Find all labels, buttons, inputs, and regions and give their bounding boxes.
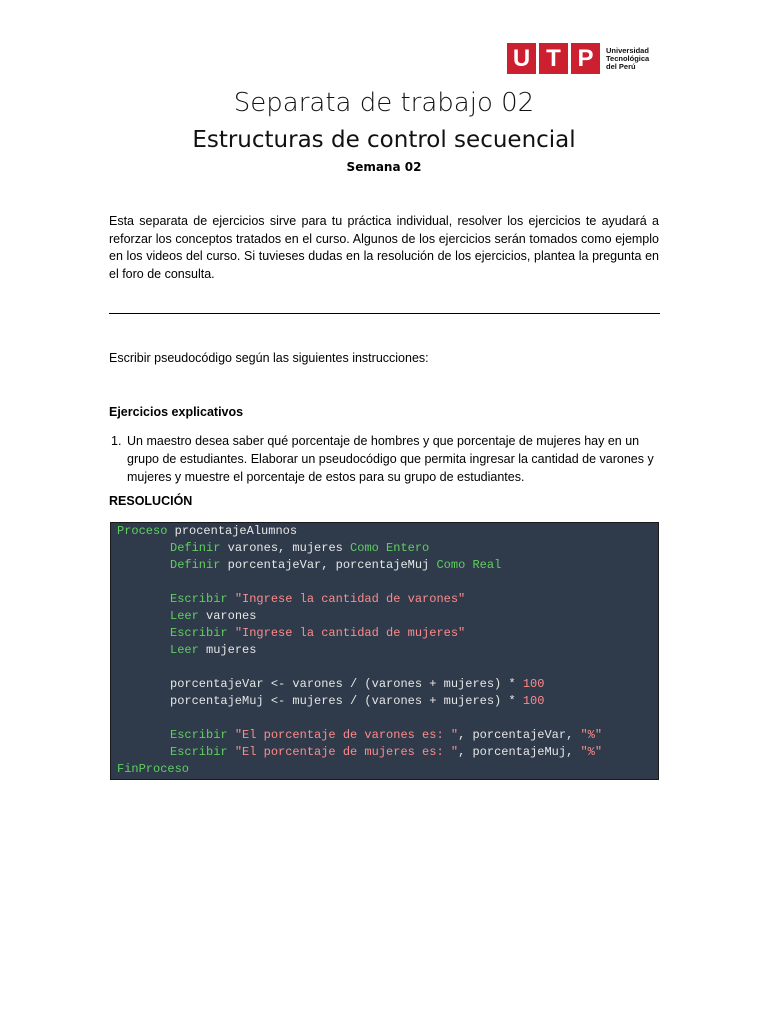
code-line-blank — [117, 710, 652, 727]
resolution-label: RESOLUCIÓN — [109, 494, 193, 508]
code-keyword: Definir — [170, 558, 221, 572]
code-text: varones — [198, 609, 257, 623]
code-line — [117, 727, 652, 744]
code-keyword: Definir — [170, 541, 221, 555]
code-line — [117, 676, 652, 693]
code-number: 100 — [522, 694, 545, 708]
code-text: varones, mujeres — [220, 541, 351, 555]
code-keyword: Escribir — [170, 626, 228, 640]
section-title: Ejercicios explicativos — [109, 405, 244, 419]
instruction-text: Escribir pseudocódigo según las siguientes instrucciones: — [109, 351, 429, 365]
code-line — [117, 642, 652, 659]
code-keyword: Leer — [170, 643, 199, 657]
exercise-number: 1. — [111, 434, 122, 448]
divider — [109, 313, 660, 314]
code-text: porcentajeMuj <- mujeres / (varones + mujeres) * — [170, 694, 523, 708]
document-subtitle: Estructuras de control secuencial — [192, 127, 576, 153]
logo-text-line: del Perú — [606, 61, 636, 71]
code-string: "Ingrese la cantidad de mujeres" — [234, 626, 466, 640]
code-keyword: FinProceso — [117, 762, 190, 776]
code-line-blank — [117, 659, 652, 676]
code-text: procentajeAlumnos — [167, 524, 298, 538]
code-line — [117, 591, 652, 608]
logo-university-name — [606, 47, 649, 71]
code-keyword: Leer — [170, 609, 199, 623]
code-number: 100 — [522, 677, 545, 691]
code-line — [117, 523, 652, 540]
exercise-item — [109, 432, 659, 486]
code-line — [117, 744, 652, 761]
code-line — [117, 540, 652, 557]
logo-text-line: Tecnológica — [606, 53, 650, 63]
code-text: porcentajeVar, porcentajeMuj — [220, 558, 437, 572]
code-text: , porcentajeMuj, — [458, 745, 581, 759]
code-text: mujeres — [198, 643, 257, 657]
exercise-text: Un maestro desea saber qué porcentaje de hombres y que porcentaje de mujeres hay en un grupo de estudiantes. Elaborar un pseudocódigo que permita ingresar la cantidad de varones y mujeres y muestre el porcentaje de estos para su grupo de estudiantes. — [127, 434, 654, 484]
logo-letter-u: U — [507, 43, 536, 74]
code-block — [110, 522, 659, 780]
utp-logo — [507, 43, 649, 74]
code-keyword: Proceso — [117, 524, 168, 538]
code-text: , porcentajeVar, — [458, 728, 581, 742]
utp-logo-letters — [507, 43, 600, 74]
week-label: Semana 02 — [346, 160, 422, 174]
code-keyword: Escribir — [170, 592, 228, 606]
code-line-blank — [117, 574, 652, 591]
code-keyword: Escribir — [170, 745, 228, 759]
code-text: porcentajeVar <- varones / (varones + mujeres) * — [170, 677, 523, 691]
code-string: "El porcentaje de varones es: " — [234, 728, 459, 742]
code-keyword: Como Real — [436, 558, 502, 572]
document-title: Separata de trabajo 02 — [233, 88, 535, 118]
code-string: "El porcentaje de mujeres es: " — [234, 745, 459, 759]
logo-letter-p: P — [571, 43, 600, 74]
logo-letter-t: T — [539, 43, 568, 74]
code-line — [117, 693, 652, 710]
code-line — [117, 557, 652, 574]
code-keyword: Escribir — [170, 728, 228, 742]
code-string: "%" — [580, 728, 603, 742]
code-string: "%" — [580, 745, 603, 759]
code-line — [117, 625, 652, 642]
intro-paragraph: Esta separata de ejercicios sirve para tu práctica individual, resolver los ejercicios te ayudará a reforzar los conceptos tratados en el curso. Algunos de los ejercicios serán tomados como ejemplo en los videos del curso. Si tuvieses dudas en la resolución de los ejercicios, plantea la pregunta en el foro de consulta. — [109, 214, 659, 281]
logo-text-line: Universidad — [606, 45, 649, 55]
code-line — [117, 608, 652, 625]
code-line — [117, 761, 652, 778]
code-keyword: Como Entero — [350, 541, 430, 555]
code-string: "Ingrese la cantidad de varones" — [234, 592, 466, 606]
